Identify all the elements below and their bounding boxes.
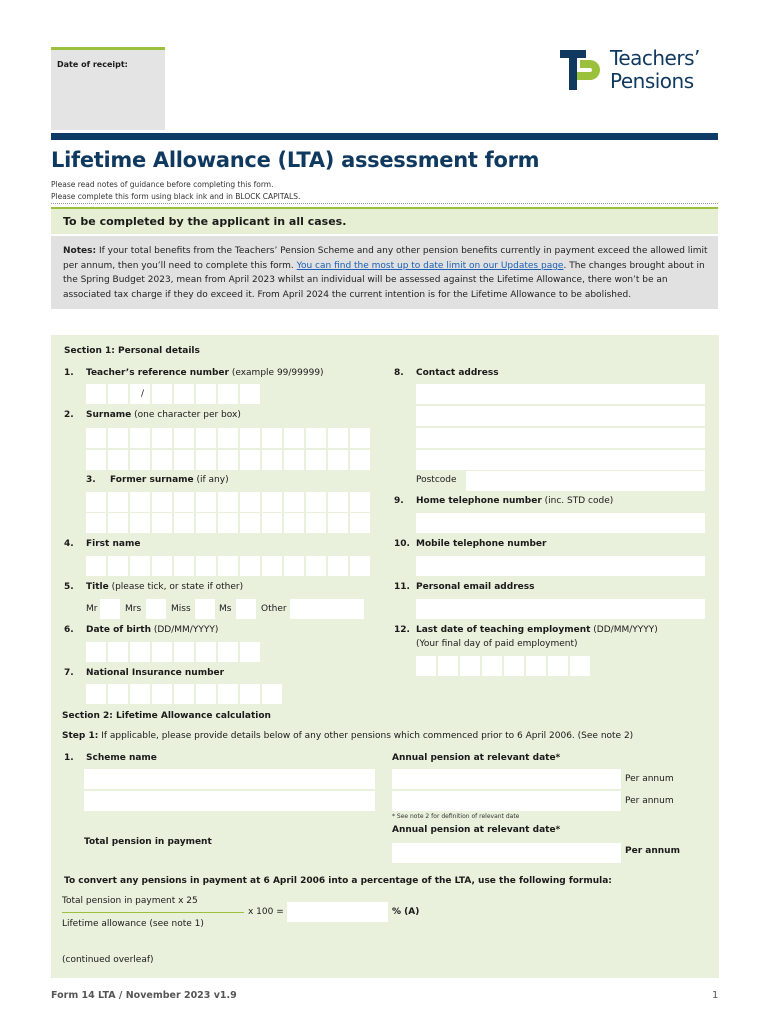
notes-text-2: . The changes brought about in the Spring Budget 2023, mean from April 2023 whilst an individual will be assessed against the Lifetime Allowance, there won’t be an associated tax charge if they do exceed it. From April 2024 the current intention is for the Lifetime Allowance to be abolished. (63, 260, 705, 300)
total-pension-field[interactable] (392, 843, 621, 863)
q1-number: 1. (64, 368, 74, 378)
per-annum-total: Per annum (625, 846, 680, 856)
character-box[interactable] (284, 556, 304, 576)
character-box[interactable] (196, 642, 216, 662)
character-box[interactable] (130, 384, 150, 404)
scheme-name-label: Scheme name (86, 753, 157, 763)
character-box[interactable] (196, 513, 216, 533)
applicant-banner: To be completed by the applicant in all cases. (51, 207, 718, 234)
notes-text-1: If your total benefits from the Teachers’ Pension Scheme and any other pension benefits currently in payment exceed the allowed limit per annum, then you’ll need to complete this form. (63, 246, 708, 271)
character-box[interactable] (174, 642, 194, 662)
date-of-receipt-box (51, 47, 165, 130)
title-ms: Ms (219, 604, 232, 614)
character-box[interactable] (108, 642, 128, 662)
character-box[interactable] (240, 513, 260, 533)
character-box[interactable] (504, 656, 524, 676)
q2-label: Surname (one character per box) (86, 410, 241, 420)
character-box[interactable] (174, 513, 194, 533)
formula-denominator: Lifetime allowance (see note 1) (62, 919, 204, 929)
character-box[interactable] (482, 656, 502, 676)
section-1-heading: Section 1: Personal details (64, 346, 200, 356)
character-box[interactable] (86, 642, 106, 662)
q2-number: 2. (64, 410, 74, 420)
character-box[interactable] (130, 684, 150, 704)
character-box[interactable] (196, 450, 216, 470)
q12-number: 12. (394, 625, 410, 635)
postcode-field[interactable] (466, 471, 705, 491)
character-box[interactable] (218, 642, 238, 662)
formula-multiplier: x 100 = (248, 907, 284, 917)
q11-label: Personal email address (416, 582, 535, 592)
character-box[interactable] (174, 450, 194, 470)
relevant-date-footnote: * See note 2 for definition of relevant date (392, 813, 520, 820)
address-line-4[interactable] (416, 450, 705, 470)
character-box[interactable] (86, 450, 106, 470)
subtitle-line-1: Please read notes of guidance before completing this form. (51, 180, 274, 189)
teachers-pensions-logo (560, 48, 730, 96)
home-telephone-field[interactable] (416, 513, 705, 533)
character-box[interactable] (196, 428, 216, 448)
step-1-text: Step 1: If applicable, please provide details below of any other pensions which commenced prior to 6 April 2006. (See note 2) (62, 731, 634, 741)
form-reference: Form 14 LTA / November 2023 v1.9 (51, 990, 237, 1001)
character-box[interactable] (86, 428, 106, 448)
formula-numerator: Total pension in payment x 25 (62, 896, 198, 906)
character-box[interactable] (350, 556, 370, 576)
per-annum-2: Per annum (625, 796, 674, 806)
character-box[interactable] (174, 492, 194, 512)
ni-number-boxes (86, 684, 282, 704)
character-box[interactable] (284, 492, 304, 512)
character-box[interactable] (218, 492, 238, 512)
subtitle-line-2: Please complete this form using black ink and in BLOCK CAPITALS. (51, 192, 301, 201)
title-mr: Mr (86, 604, 98, 614)
formula-fraction-line (62, 912, 244, 913)
character-box[interactable] (284, 450, 304, 470)
last-teaching-date-boxes (416, 656, 590, 676)
character-box[interactable] (570, 656, 590, 676)
character-box[interactable] (86, 492, 106, 512)
total-pension-label: Total pension in payment (84, 837, 212, 847)
ref-slash: / (141, 389, 145, 399)
character-box[interactable] (196, 684, 216, 704)
character-box[interactable] (174, 384, 194, 404)
q10-number: 10. (394, 539, 410, 549)
formula-heading: To convert any pensions in payment at 6 April 2006 into a percentage of the LTA, use the following formula: (64, 876, 612, 886)
date-of-birth-boxes (86, 642, 260, 662)
title-mrs: Mrs (125, 604, 142, 614)
character-box[interactable] (174, 684, 194, 704)
character-box[interactable] (262, 492, 282, 512)
address-line-3[interactable] (416, 428, 705, 448)
character-box[interactable] (196, 384, 216, 404)
character-box[interactable] (152, 450, 172, 470)
divider (51, 203, 718, 204)
title-other-field[interactable] (290, 599, 364, 619)
q10-label: Mobile telephone number (416, 539, 547, 549)
scheme-name-field-2[interactable] (84, 791, 375, 811)
mobile-telephone-field[interactable] (416, 556, 705, 576)
character-box[interactable] (130, 513, 150, 533)
character-box[interactable] (284, 513, 304, 533)
annual-pension-label: Annual pension at relevant date* (392, 753, 561, 763)
character-box[interactable] (262, 684, 282, 704)
annual-pension-field-2[interactable] (392, 791, 621, 811)
character-box[interactable] (240, 492, 260, 512)
character-box[interactable] (460, 656, 480, 676)
character-box[interactable] (328, 428, 348, 448)
scheme-number: 1. (64, 753, 74, 763)
character-box[interactable] (328, 450, 348, 470)
q6-number: 6. (64, 625, 74, 635)
character-box[interactable] (108, 684, 128, 704)
q3-label: Former surname (if any) (110, 475, 229, 485)
character-box[interactable] (328, 513, 348, 533)
character-box[interactable] (130, 450, 150, 470)
character-box[interactable] (152, 513, 172, 533)
former-surname-boxes-row-2 (86, 513, 370, 533)
character-box[interactable] (526, 656, 546, 676)
character-box[interactable] (306, 513, 326, 533)
character-box[interactable] (262, 450, 282, 470)
character-box[interactable] (218, 556, 238, 576)
q3-number: 3. (86, 475, 96, 485)
date-of-receipt-label: Date of receipt: (57, 60, 128, 69)
q5-label: Title (please tick, or state if other) (86, 582, 244, 592)
character-box[interactable] (306, 556, 326, 576)
q4-number: 4. (64, 539, 74, 549)
character-box[interactable] (152, 642, 172, 662)
character-box[interactable] (240, 384, 260, 404)
q12-label: Last date of teaching employment (DD/MM/YYYY) (416, 625, 658, 635)
q5-number: 5. (64, 582, 74, 592)
notes-box (51, 236, 718, 309)
former-surname-boxes-row-1 (86, 492, 370, 512)
character-box[interactable] (86, 684, 106, 704)
character-box[interactable] (218, 384, 238, 404)
lta-percentage-field[interactable] (287, 902, 388, 922)
postcode-label: Postcode (416, 475, 457, 485)
q8-number: 8. (394, 368, 404, 378)
character-box[interactable] (174, 428, 194, 448)
character-box[interactable] (152, 428, 172, 448)
q6-label: Date of birth (DD/MM/YYYY) (86, 625, 219, 635)
q11-number: 11. (394, 582, 410, 592)
character-box[interactable] (218, 684, 238, 704)
character-box[interactable] (218, 450, 238, 470)
character-box[interactable] (306, 492, 326, 512)
character-box[interactable] (130, 642, 150, 662)
annual-pension-label-2: Annual pension at relevant date* (392, 825, 561, 835)
address-line-2[interactable] (416, 406, 705, 426)
q9-number: 9. (394, 496, 404, 506)
title-miss: Miss (171, 604, 191, 614)
logo-line-2: Pensions (610, 69, 694, 93)
character-box[interactable] (108, 492, 128, 512)
character-box[interactable] (416, 656, 436, 676)
q7-number: 7. (64, 668, 74, 678)
character-box[interactable] (284, 428, 304, 448)
address-line-1[interactable] (416, 384, 705, 404)
page-title: Lifetime Allowance (LTA) assessment form (51, 148, 540, 172)
character-box[interactable] (262, 513, 282, 533)
character-box[interactable] (108, 384, 128, 404)
character-box[interactable] (306, 428, 326, 448)
updates-page-link[interactable]: You can find the most up to date limit on our Updates page (296, 260, 564, 271)
q7-label: National Insurance number (86, 668, 225, 678)
character-box[interactable] (548, 656, 568, 676)
character-box[interactable] (152, 492, 172, 512)
character-box[interactable] (262, 428, 282, 448)
per-annum-1: Per annum (625, 774, 674, 784)
character-box[interactable] (152, 384, 172, 404)
formula-result-label: % (A) (392, 907, 420, 917)
character-box[interactable] (174, 556, 194, 576)
character-box[interactable] (350, 428, 370, 448)
notes-label: Notes: (63, 246, 97, 256)
continued-overleaf: (continued overleaf) (62, 955, 154, 965)
surname-boxes-row-1 (86, 428, 370, 448)
email-field[interactable] (416, 599, 705, 619)
surname-boxes-row-2 (86, 450, 370, 470)
character-box[interactable] (306, 450, 326, 470)
character-box[interactable] (108, 513, 128, 533)
logo-line-1: Teachers’ (610, 46, 700, 70)
character-box[interactable] (240, 642, 260, 662)
character-box[interactable] (152, 556, 172, 576)
title-other: Other (261, 604, 287, 614)
character-box[interactable] (438, 656, 458, 676)
character-box[interactable] (240, 428, 260, 448)
page-number: 1 (712, 990, 719, 1001)
character-box[interactable] (196, 556, 216, 576)
character-box[interactable] (152, 684, 172, 704)
teacher-ref-boxes (86, 384, 260, 404)
character-box[interactable] (108, 556, 128, 576)
character-box[interactable] (262, 556, 282, 576)
section-2-heading: Section 2: Lifetime Allowance calculation (62, 711, 271, 721)
character-box[interactable] (108, 450, 128, 470)
character-box[interactable] (350, 450, 370, 470)
q4-label: First name (86, 539, 141, 549)
character-box[interactable] (130, 556, 150, 576)
title-mrs-checkbox[interactable] (146, 599, 166, 619)
character-box[interactable] (328, 556, 348, 576)
q1-label: Teacher’s reference number (example 99/99999) (86, 368, 324, 378)
title-miss-checkbox[interactable] (195, 599, 215, 619)
character-box[interactable] (218, 428, 238, 448)
title-mr-checkbox[interactable] (100, 599, 120, 619)
character-box[interactable] (130, 492, 150, 512)
character-box[interactable] (196, 492, 216, 512)
title-ms-checkbox[interactable] (236, 599, 256, 619)
tp-logo-icon (560, 48, 604, 92)
q8-label: Contact address (416, 368, 499, 378)
character-box[interactable] (240, 556, 260, 576)
q9-label: Home telephone number (inc. STD code) (416, 496, 614, 506)
character-box[interactable] (130, 428, 150, 448)
first-name-boxes (86, 556, 370, 576)
scheme-name-field-1[interactable] (84, 769, 375, 789)
character-box[interactable] (240, 450, 260, 470)
character-box[interactable] (328, 492, 348, 512)
header-bar (51, 133, 718, 140)
character-box[interactable] (86, 384, 106, 404)
annual-pension-field-1[interactable] (392, 769, 621, 789)
q12-sublabel: (Your final day of paid employment) (416, 639, 578, 649)
character-box[interactable] (86, 513, 106, 533)
character-box[interactable] (108, 428, 128, 448)
character-box[interactable] (350, 513, 370, 533)
character-box[interactable] (218, 513, 238, 533)
character-box[interactable] (350, 492, 370, 512)
character-box[interactable] (240, 684, 260, 704)
character-box[interactable] (86, 556, 106, 576)
